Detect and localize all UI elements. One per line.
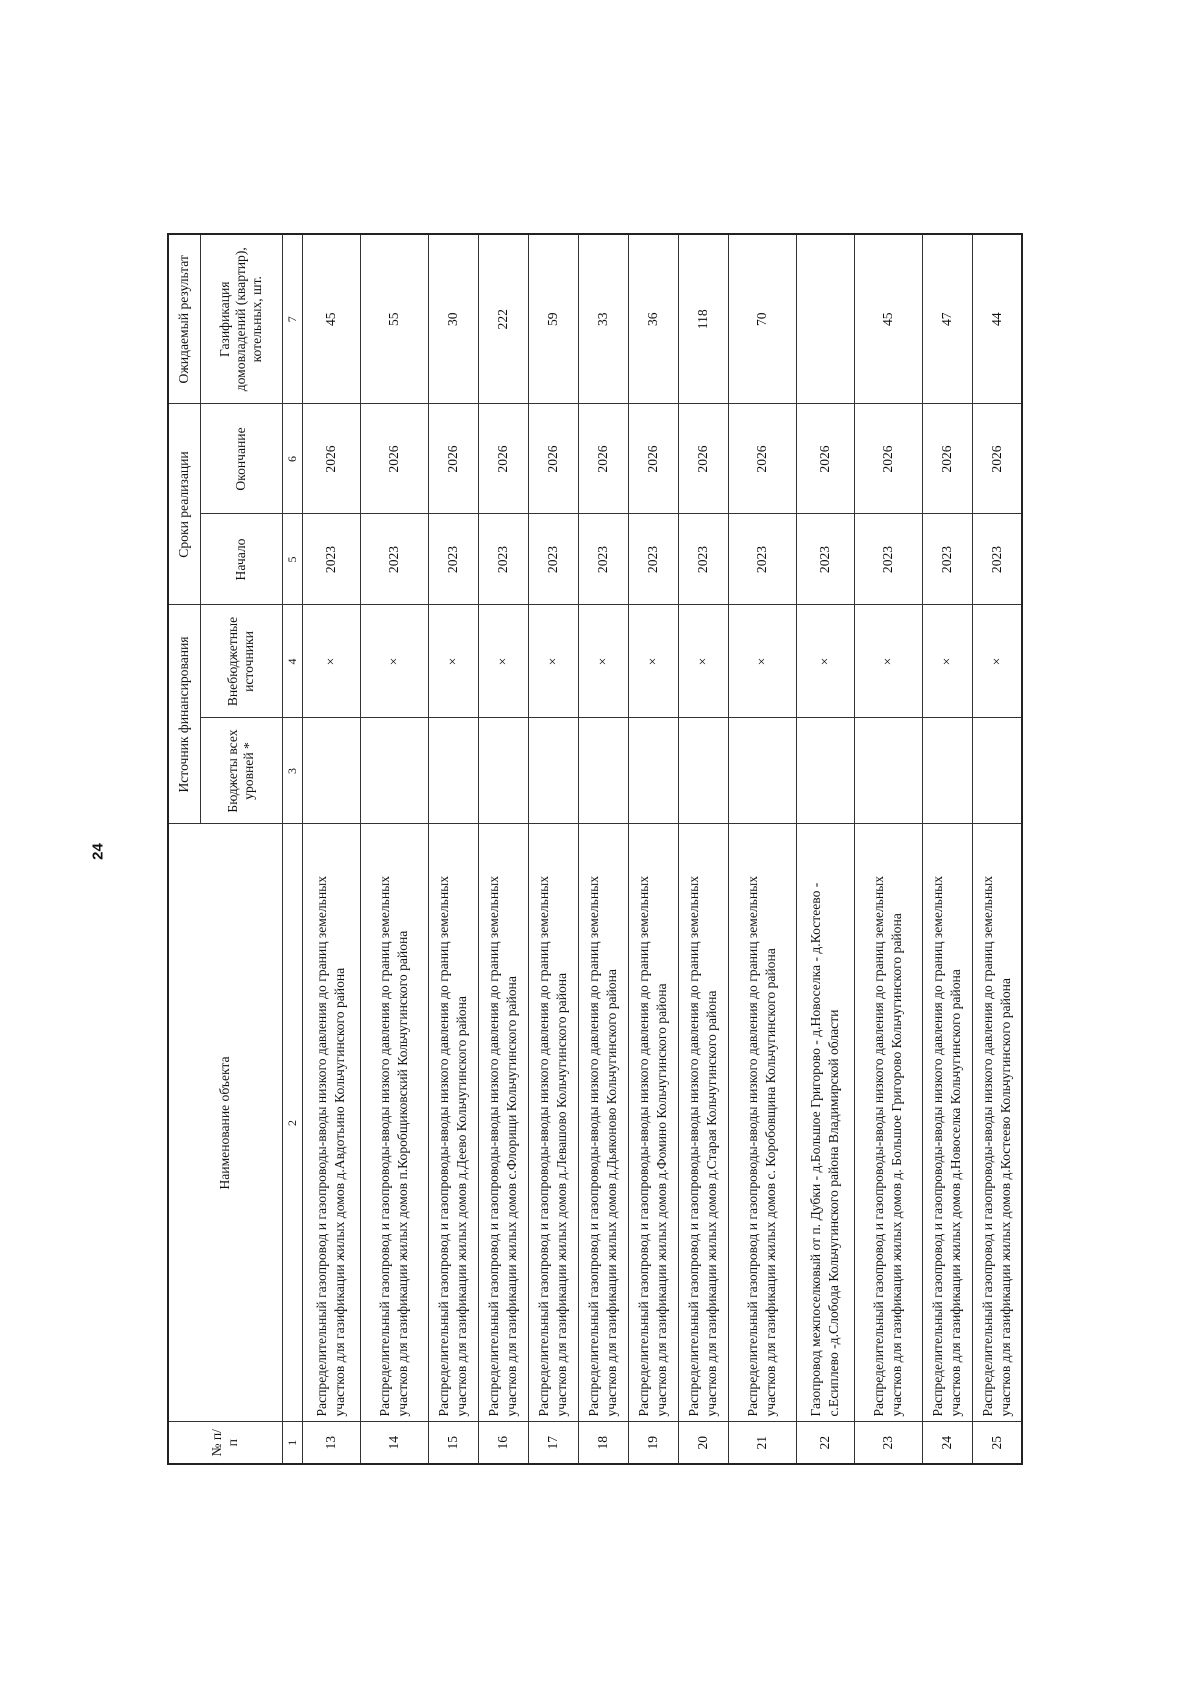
table-row bbox=[854, 234, 922, 1464]
budgets-cell bbox=[428, 718, 478, 824]
extra-budget-cell: × bbox=[428, 605, 478, 718]
table-row bbox=[678, 234, 728, 1464]
header-period-group: Сроки реализации bbox=[168, 404, 200, 605]
budgets-cell bbox=[728, 718, 796, 824]
budgets-cell bbox=[360, 718, 428, 824]
start-year-cell: 2023 bbox=[628, 514, 678, 605]
header-result-group: Ожидаемый результат bbox=[168, 234, 200, 404]
index-cell: 7 bbox=[282, 234, 302, 404]
end-year-cell: 2026 bbox=[854, 404, 922, 514]
header-name: Наименование объекта bbox=[168, 824, 282, 1422]
column-index-row bbox=[282, 234, 302, 1464]
result-cell: 30 bbox=[428, 234, 478, 404]
row-number-cell: 20 bbox=[678, 1422, 728, 1464]
result-cell: 33 bbox=[578, 234, 628, 404]
result-cell: 44 bbox=[972, 234, 1022, 404]
table-row bbox=[360, 234, 428, 1464]
row-number-cell: 16 bbox=[478, 1422, 528, 1464]
budgets-cell bbox=[528, 718, 578, 824]
budgets-cell bbox=[628, 718, 678, 824]
result-cell bbox=[796, 234, 854, 404]
table-row bbox=[302, 234, 360, 1464]
start-year-cell: 2023 bbox=[728, 514, 796, 605]
end-year-cell: 2026 bbox=[628, 404, 678, 514]
end-year-cell: 2026 bbox=[360, 404, 428, 514]
row-number-cell: 25 bbox=[972, 1422, 1022, 1464]
object-name-cell: Газопровод межпоселковый от п. Дубки - д.Большое Григорово - д.Новоселка - д.Костеево - с.Есиплево -д.Слобода Кольчугинского района Владимирской области bbox=[796, 824, 854, 1422]
index-cell: 1 bbox=[282, 1422, 302, 1464]
result-cell: 45 bbox=[854, 234, 922, 404]
index-cell: 5 bbox=[282, 514, 302, 605]
extra-budget-cell: × bbox=[796, 605, 854, 718]
end-year-cell: 2026 bbox=[796, 404, 854, 514]
start-year-cell: 2023 bbox=[428, 514, 478, 605]
start-year-cell: 2023 bbox=[854, 514, 922, 605]
end-year-cell: 2026 bbox=[578, 404, 628, 514]
result-cell: 47 bbox=[922, 234, 972, 404]
object-name-cell: Распределительный газопровод и газопроводы-вводы низкого давления до границ земельных участков для газификации жилых домов д. Большое Григорово Кольчугинского района bbox=[854, 824, 922, 1422]
extra-budget-cell: × bbox=[302, 605, 360, 718]
page-number: 24 bbox=[89, 843, 107, 860]
budgets-cell bbox=[478, 718, 528, 824]
budgets-cell bbox=[578, 718, 628, 824]
result-cell: 70 bbox=[728, 234, 796, 404]
start-year-cell: 2023 bbox=[360, 514, 428, 605]
gasification-table bbox=[167, 233, 1023, 1465]
budgets-cell bbox=[302, 718, 360, 824]
object-name-cell: Распределительный газопровод и газопроводы-вводы низкого давления до границ земельных участков для газификации жилых домов д.Старая Кольчугинского района bbox=[678, 824, 728, 1422]
table-row bbox=[972, 234, 1022, 1464]
extra-budget-cell: × bbox=[578, 605, 628, 718]
end-year-cell: 2026 bbox=[528, 404, 578, 514]
table-row bbox=[528, 234, 578, 1464]
table-row bbox=[628, 234, 678, 1464]
result-cell: 118 bbox=[678, 234, 728, 404]
rotated-table-wrapper bbox=[167, 235, 1161, 1465]
end-year-cell: 2026 bbox=[478, 404, 528, 514]
budgets-cell bbox=[678, 718, 728, 824]
extra-budget-cell: × bbox=[478, 605, 528, 718]
budgets-cell bbox=[796, 718, 854, 824]
budgets-cell bbox=[972, 718, 1022, 824]
extra-budget-cell: × bbox=[728, 605, 796, 718]
object-name-cell: Распределительный газопровод и газопроводы-вводы низкого давления до границ земельных участков для газификации жилых домов с.Флорищи Кольчугинского района bbox=[478, 824, 528, 1422]
row-number-cell: 23 bbox=[854, 1422, 922, 1464]
end-year-cell: 2026 bbox=[678, 404, 728, 514]
table-row bbox=[728, 234, 796, 1464]
row-number-cell: 22 bbox=[796, 1422, 854, 1464]
start-year-cell: 2023 bbox=[922, 514, 972, 605]
start-year-cell: 2023 bbox=[972, 514, 1022, 605]
object-name-cell: Распределительный газопровод и газопроводы-вводы низкого давления до границ земельных участков для газификации жилых домов д.Деево Кольчугинского района bbox=[428, 824, 478, 1422]
end-year-cell: 2026 bbox=[922, 404, 972, 514]
object-name-cell: Распределительный газопровод и газопроводы-вводы низкого давления до границ земельных участков для газификации жилых домов п.Коробщиковский Кольчугинского района bbox=[360, 824, 428, 1422]
extra-budget-cell: × bbox=[922, 605, 972, 718]
index-cell: 4 bbox=[282, 605, 302, 718]
index-cell: 2 bbox=[282, 824, 302, 1422]
header-extra-budget: Внебюджетные источники bbox=[200, 605, 282, 718]
header-end: Окончание bbox=[200, 404, 282, 514]
table-row bbox=[428, 234, 478, 1464]
row-number-cell: 17 bbox=[528, 1422, 578, 1464]
result-cell: 59 bbox=[528, 234, 578, 404]
row-number-cell: 19 bbox=[628, 1422, 678, 1464]
header-result: Газификация домовладений (квартир), котельных, шт. bbox=[200, 234, 282, 404]
start-year-cell: 2023 bbox=[796, 514, 854, 605]
object-name-cell: Распределительный газопровод и газопроводы-вводы низкого давления до границ земельных участков для газификации жилых домов с. Коробовщина Кольчугинского района bbox=[728, 824, 796, 1422]
row-number-cell: 14 bbox=[360, 1422, 428, 1464]
end-year-cell: 2026 bbox=[428, 404, 478, 514]
start-year-cell: 2023 bbox=[302, 514, 360, 605]
extra-budget-cell: × bbox=[854, 605, 922, 718]
result-cell: 222 bbox=[478, 234, 528, 404]
row-number-cell: 15 bbox=[428, 1422, 478, 1464]
table-row bbox=[478, 234, 528, 1464]
extra-budget-cell: × bbox=[360, 605, 428, 718]
object-name-cell: Распределительный газопровод и газопроводы-вводы низкого давления до границ земельных участков для газификации жилых домов д.Авдотьино Кольчугинского района bbox=[302, 824, 360, 1422]
table-body bbox=[282, 234, 1022, 1464]
header-budgets: Бюджеты всех уровней * bbox=[200, 718, 282, 824]
result-cell: 36 bbox=[628, 234, 678, 404]
end-year-cell: 2026 bbox=[302, 404, 360, 514]
table-row bbox=[796, 234, 854, 1464]
budgets-cell bbox=[854, 718, 922, 824]
header-start: Начало bbox=[200, 514, 282, 605]
result-cell: 55 bbox=[360, 234, 428, 404]
result-cell: 45 bbox=[302, 234, 360, 404]
start-year-cell: 2023 bbox=[678, 514, 728, 605]
object-name-cell: Распределительный газопровод и газопроводы-вводы низкого давления до границ земельных участков для газификации жилых домов д.Новоселка Кольчугинского района bbox=[922, 824, 972, 1422]
extra-budget-cell: × bbox=[678, 605, 728, 718]
index-cell: 3 bbox=[282, 718, 302, 824]
budgets-cell bbox=[922, 718, 972, 824]
row-number-cell: 21 bbox=[728, 1422, 796, 1464]
object-name-cell: Распределительный газопровод и газопроводы-вводы низкого давления до границ земельных участков для газификации жилых домов д.Костеево Кольчугинского района bbox=[972, 824, 1022, 1422]
extra-budget-cell: × bbox=[628, 605, 678, 718]
object-name-cell: Распределительный газопровод и газопроводы-вводы низкого давления до границ земельных участков для газификации жилых домов д.Фомино Кольчугинского района bbox=[628, 824, 678, 1422]
header-num: № п/п bbox=[168, 1422, 282, 1464]
start-year-cell: 2023 bbox=[528, 514, 578, 605]
index-cell: 6 bbox=[282, 404, 302, 514]
row-number-cell: 24 bbox=[922, 1422, 972, 1464]
header-funding-group: Источник финансирования bbox=[168, 605, 200, 824]
extra-budget-cell: × bbox=[528, 605, 578, 718]
end-year-cell: 2026 bbox=[728, 404, 796, 514]
end-year-cell: 2026 bbox=[972, 404, 1022, 514]
object-name-cell: Распределительный газопровод и газопроводы-вводы низкого давления до границ земельных участков для газификации жилых домов д.Дьяконово Кольчугинского района bbox=[578, 824, 628, 1422]
table-row bbox=[578, 234, 628, 1464]
row-number-cell: 13 bbox=[302, 1422, 360, 1464]
table-row bbox=[922, 234, 972, 1464]
start-year-cell: 2023 bbox=[578, 514, 628, 605]
object-name-cell: Распределительный газопровод и газопроводы-вводы низкого давления до границ земельных участков для газификации жилых домов д.Левашово Кольчугинского района bbox=[528, 824, 578, 1422]
extra-budget-cell: × bbox=[972, 605, 1022, 718]
row-number-cell: 18 bbox=[578, 1422, 628, 1464]
start-year-cell: 2023 bbox=[478, 514, 528, 605]
